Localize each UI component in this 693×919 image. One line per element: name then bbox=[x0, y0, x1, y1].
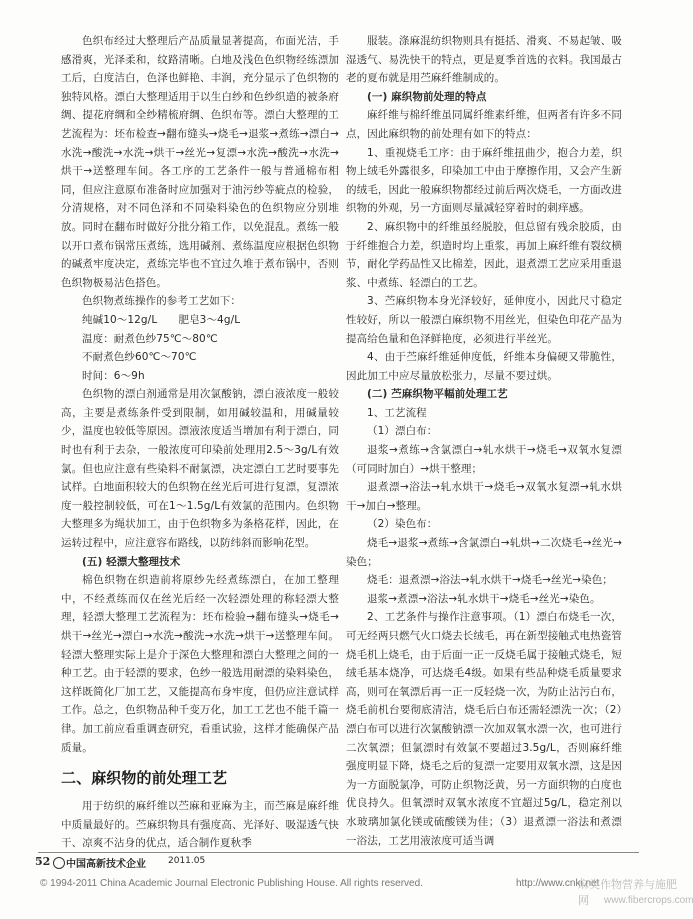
paragraph: 烧毛：退煮漂→浴法→轧水烘干→烧毛→丝光→染色； bbox=[367, 574, 613, 587]
paragraph: 退浆→煮练→含氯漂白→轧水烘干→烧毛→双氧水复漂（可同时加白）→烘干整理； bbox=[346, 444, 622, 475]
paragraph: 色织布经过大整理后产品质量显著提高，布面光洁，手感滑爽，光泽柔和，纹路清晰。白地及浅色色织物经练漂加工后，白度洁白，色泽也鲜艳、丰润，充分显示了色织物的独特风格。漂白大整理适用于以生白纱和色纱织造的被条府绸、提花府绸和全纱精梳府绸、色织布等。漂白大整理的工艺流程为：坯布检查→翻布缝头→烧毛→退浆→煮练→漂白→水洗→酸洗→水洗→烘干→丝光→复漂→水洗→酸洗→水洗→烘干→送整理车间。各工序的工艺条件一般与普通棉布相同，但应注意原布准备时应加强对于油污纱等疵点的检验，分清规格，对不同色泽和不同染料染色的色织物应分别堆放。同时在翻布时做好分批分箱工作，以免混乱。煮练一般以开口煮布锅常压煮练，选用碱剂、煮练温度应根据色织物的碱煮牢度决定，煮练完毕也不宜过久堆于煮布锅中，否则色织物极易沾色搭色。 bbox=[61, 35, 339, 289]
paragraph: 4、由于苎麻纤维延伸度低，纤维本身偏硬又带脆性，因此加工中应尽量放松张力，尽量不要过烘。 bbox=[346, 351, 622, 382]
paragraph: 1、工艺流程 bbox=[367, 406, 427, 419]
paragraph: 服装。涤麻混纺织物则具有挺括、滑爽、不易起皱、吸湿透气、易洗快干的特点，更是夏季首选的衣料。我国最古老的夏布就是用苎麻纤维制成的。 bbox=[346, 35, 622, 85]
paragraph: 色织物煮练操作的参考工艺如下： bbox=[82, 295, 241, 308]
footer-rule bbox=[38, 852, 639, 853]
paragraph: 时间：6～9h bbox=[82, 369, 145, 382]
paragraph: 退浆→煮漂→浴法→轧水烘干→烧毛→丝光→染色。 bbox=[367, 592, 601, 605]
copyright-notice: © 1994-2011 China Academic Journal Electronic Publishing House. All rights reserved. bbox=[40, 878, 423, 889]
paragraph: 2、工艺条件与操作注意事项。（1）漂白布烧毛一次，可无经两只燃气火口烧去长绒毛，再在新型接触式电热瓷管烧毛机上烧毛，由于后面一正一反烧毛属于接触式烧毛，短绒毛基本烧净，可达烧毛4级。如果有些品种烧毛质量要求高，则可在氧漂后再一正一反轻烧一次，为防止沾污白布，烧毛前机台要彻底清洁，烧毛后白布还需轻漂洗一次；（2）漂白布可以进行次氯酸钠漂一次加双氧水漂一次，也可进行二次氧漂；但氯漂时有效氯不要超过3.5g/L，否则麻纤维强度明显下降，烧毛之后的复漂一定要用双氧水漂，这是因为一方面脱氯净，可防止织物泛黄，另一方面织物的白度也优良持久。但氧漂时双氧水浓度不宜超过5g/L，稳定剂以水玻璃加氯化镁或硫酸镁为佳；（3）退煮漂一浴法和煮漂一浴法，工艺用液浓度可适当调 bbox=[346, 611, 622, 847]
cnki-link[interactable]: http://www.cnki.net bbox=[516, 878, 600, 889]
paragraph: 麻纤维与棉纤维虽同属纤维素纤维，但两者有许多不同点，因此麻织物的前处理有如下的特点： bbox=[346, 109, 622, 140]
paragraph: 用于纺织的麻纤维以苎麻和亚麻为主，而苎麻是麻纤维中质量最好的。苎麻织物具有强度高、光泽好、吸湿透气快干、凉爽不沾身的优点，适合制作夏秋季 bbox=[61, 800, 339, 850]
journal-logo-icon bbox=[53, 857, 65, 869]
page-number: 52 bbox=[35, 855, 51, 868]
paragraph: 不耐煮色纱60℃～70℃ bbox=[82, 351, 197, 364]
paragraph: 烧毛→退浆→煮练→含氯漂白→轧烘→二次烧毛→丝光→染色； bbox=[346, 537, 622, 568]
paragraph: （1）漂白布： bbox=[367, 425, 438, 438]
journal-date: 2011.05 bbox=[168, 856, 206, 866]
section-heading: 二、麻织物的前处理工艺 bbox=[61, 769, 228, 788]
paragraph: 棉色织物在织造前将原纱先经煮练漂白，在加工整理中，不经煮练而仅在丝光后经一次轻漂处理的称轻漂大整理，轻漂大整理工艺流程为：坯布检验→翻布缝头→烧毛→烘干→丝光→漂白→水洗→酸洗→水洗→烘干→送整理车间。轻漂大整理实际上是介于深色大整理和漂白大整理之间的一种工艺。由于轻漂的要求，色纱一般选用耐漂的染料染色，这样既简化厂加工艺，又能提高布身牢度，但仍应注意试样工作。总之，色织物品种千变万化，加工工艺也不能千篇一律。加工前应看重调查研究，看重试验，这样才能确保产品质量。 bbox=[61, 574, 339, 754]
watermark-text: 麻类作物营养与施肥网 bbox=[578, 878, 677, 907]
paragraph: 1、重视烧毛工序：由于麻纤维扭曲少，抱合力差，织物上绒毛外露很多，印染加工中由于摩擦作用，又会产生新的绒毛，因此一般麻织物都经过前后两次烧毛，一方面改进织物的外观，另一方面则尽量减轻穿着时的刺痒感。 bbox=[346, 146, 622, 215]
paragraph: 退煮漂→浴法→轧水烘干→烧毛→双氧水复漂→轧水烘干→加白→整理。 bbox=[346, 481, 622, 512]
journal-name: 中国高新技术企业 bbox=[66, 859, 146, 870]
section-heading: (一) 麻织物前处理的特点 bbox=[367, 90, 487, 103]
section-heading: (五) 轻漂大整理技术 bbox=[82, 555, 181, 568]
paragraph: 纯碱10～12g/L 肥皂3～4g/L bbox=[82, 313, 241, 326]
section-heading: (二) 苎麻织物平幅前处理工艺 bbox=[367, 388, 508, 401]
paragraph: 3、苎麻织物本身光泽较好，延伸度小，因此尺寸稳定性较好，所以一般漂白麻织物不用丝光，但染色印花产品为提高给色量和色泽鲜艳度，必须进行半丝光。 bbox=[346, 295, 622, 345]
left-column bbox=[61, 32, 339, 853]
watermark-url: www.fibercrops.com bbox=[604, 895, 693, 906]
paragraph: 色织物的漂白剂通常是用次氯酸钠，漂白液浓度一般较高，主要是煮练条件受到限制，如用碱较温和，用碱量较少，温度也较低等原因。漂液浓度适当增加有利于漂白，同时也有利于去杂，一般浓度可印染前处理用2.5～3g/L有效氯。但也应注意有些染料不耐氯漂，决定漂白工艺时要事先试样。白地面积较大的色织物在丝光后可进行复漂，复漂浓度一般控制较低，可在1～1.5g/L有效氯的范围内。色织物大整理多为绳状加工，由于色织物多为条格花样，因此，在运转过程中，应注意容布路线，以防纬斜而影响花型。 bbox=[61, 388, 339, 550]
paragraph: 2、麻织物中的纤维虽经脱胶，但总留有残余胶质，由于纤维抱合力差，织造时均上重浆，再加上麻纤维有裂纹横节，耐化学药品性又比棉差，因此，退煮漂工艺应采用重退浆、中煮练、轻漂白的工艺。 bbox=[346, 220, 622, 289]
right-column bbox=[346, 32, 622, 850]
paragraph: 温度：耐煮色纱75℃～80℃ bbox=[82, 332, 218, 345]
paragraph: （2）染色布： bbox=[367, 518, 438, 531]
